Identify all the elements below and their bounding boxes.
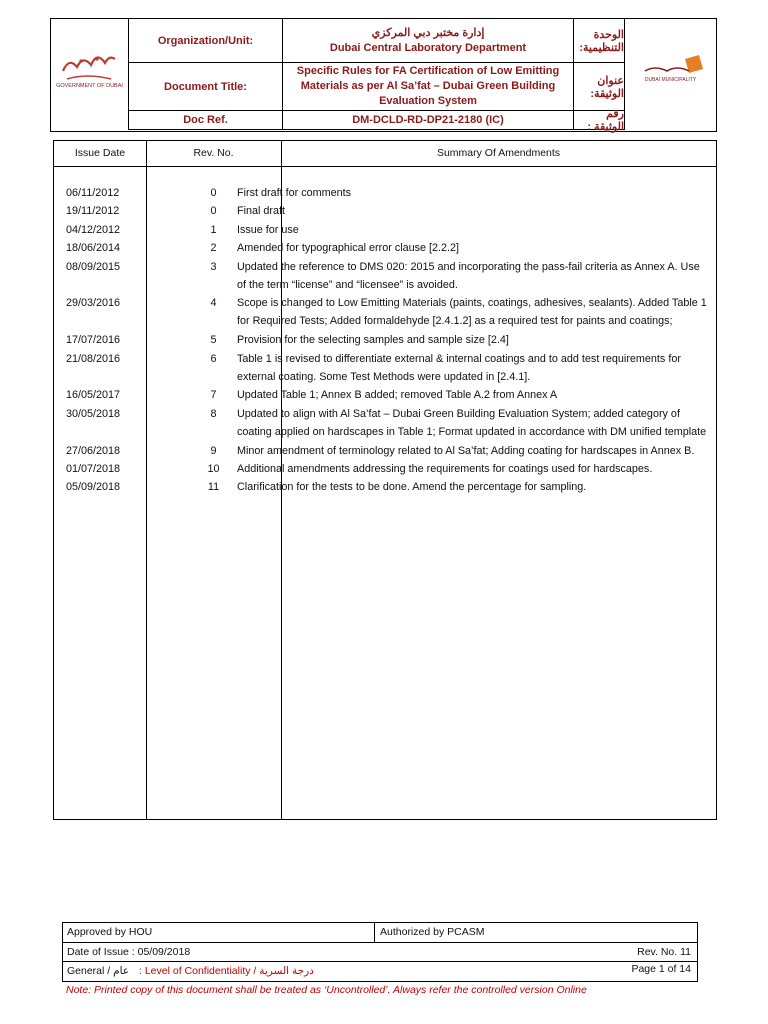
col-issue-date: Issue Date xyxy=(74,147,126,159)
summary-cell xyxy=(237,442,707,460)
issue-date-cell: 27/06/2018 xyxy=(66,444,121,457)
rev-no-cell: 2 xyxy=(210,242,217,255)
amendments-table xyxy=(53,140,717,820)
summary-cell xyxy=(237,202,707,220)
issue-date-cell: 21/08/2016 xyxy=(66,352,121,365)
issue-date-cell: 05/09/2018 xyxy=(66,481,121,494)
doc-ref-value: DM-DCLD-RD-DP21-2180 (IC) xyxy=(283,111,574,129)
rev-no-cell: 4 xyxy=(210,297,217,310)
ref-label: Doc Ref. xyxy=(129,111,283,129)
uncontrolled-note: Note: Printed copy of this document shall be treated as ‘Uncontrolled’. Always refer the controlled version Online xyxy=(66,984,587,996)
table-header xyxy=(54,141,716,167)
title-line: Specific Rules for FA Certification of Low Emitting xyxy=(296,65,560,77)
issue-row xyxy=(63,943,697,962)
logo-left-caption: GOVERNMENT OF DUBAI xyxy=(56,83,123,89)
ref-label-arabic: رقم الوثيقة : xyxy=(587,108,624,133)
issue-date-cell: 19/11/2012 xyxy=(66,205,120,218)
dubai-municipality-logo xyxy=(624,19,716,130)
org-label-arabic: الوحدة التنظيمية: xyxy=(579,28,624,54)
summary-line: for Required Tests; Added formaldehyde [2.4.1.2] as a required test for paints and coatings; xyxy=(237,315,673,328)
summary-line: Minor amendment of terminology related to Al Sa’fat; Adding coating for hardscapes in Annex B. xyxy=(237,444,695,457)
org-label: Organization/Unit: xyxy=(129,19,283,62)
issue-date-cell: 30/05/2018 xyxy=(66,407,121,420)
issue-date-cell: 29/03/2016 xyxy=(66,297,121,310)
summary-line: Provision for the selecting samples and sample size [2.4] xyxy=(237,334,509,347)
summary-cell xyxy=(237,221,707,239)
org-value xyxy=(283,19,574,62)
logo-right-caption: DUBAI MUNICIPALITY xyxy=(644,77,697,83)
title-label-arabic: عنوان الوثيقة: xyxy=(590,74,624,100)
org-value-arabic: إدارة مختبر دبي المركزي xyxy=(371,26,485,39)
rev-no-cell: 0 xyxy=(210,187,217,199)
issue-date-cell: 06/11/2012 xyxy=(66,187,120,199)
summary-line: external coating. Some Test Methods were updated in [2.4.1]. xyxy=(237,370,531,383)
summary-cell xyxy=(237,239,707,257)
rev-no-cell: 10 xyxy=(207,463,220,475)
rev-no-cell: 6 xyxy=(210,352,217,365)
issue-date-cell: 08/09/2015 xyxy=(66,260,121,273)
title-line: Materials as per Al Sa’fat – Dubai Green Building xyxy=(300,80,556,92)
col-rev-no: Rev. No. xyxy=(193,147,234,159)
summary-cell xyxy=(237,386,707,404)
rev-no-cell: 11 xyxy=(207,481,220,494)
confidentiality-label: : Level of Confidentiality / درجة السرية xyxy=(139,965,314,977)
summary-line: Updated the reference to DMS 020: 2015 and incorporating the pass-fail criteria as Annex A. Use xyxy=(237,260,700,273)
rev-no-cell: 0 xyxy=(210,205,217,218)
approval-row xyxy=(63,923,697,943)
issue-date-cell: 04/12/2012 xyxy=(66,223,121,236)
rev-no-cell: 8 xyxy=(210,407,217,420)
summary-cell xyxy=(237,184,707,202)
summary-line: Scope is changed to Low Emitting Materials (paints, coatings, adhesives, sealants). Added Table 1 xyxy=(237,297,707,310)
rev-no-cell: 5 xyxy=(210,334,217,347)
summary-line: Amended for typographical error clause [2.2.2] xyxy=(237,242,460,255)
issue-date-cell: 16/05/2017 xyxy=(66,389,121,402)
ref-row xyxy=(129,108,624,133)
summary-cell xyxy=(237,405,707,441)
rev-no-cell: 3 xyxy=(210,260,217,273)
document-title xyxy=(283,63,574,110)
date-of-issue: Date of Issue : 05/09/2018 xyxy=(67,946,191,958)
authorized-by: Authorized by PCASM xyxy=(380,926,485,938)
rev-no: Rev. No. 11 xyxy=(637,946,691,958)
rev-no-cell: 9 xyxy=(210,444,217,457)
page-number: Page 1 of 14 xyxy=(631,963,691,975)
issue-date-cell: 18/06/2014 xyxy=(66,242,121,255)
rev-no-cell: 7 xyxy=(210,389,217,402)
summary-line: Additional amendments addressing the requirements for coatings used for hardscapes. xyxy=(237,463,653,475)
summary-line: Updated Table 1; Annex B added; removed Table A.2 from Annex A xyxy=(237,389,558,402)
issue-date-cell: 01/07/2018 xyxy=(66,463,121,475)
general-label: General / عام xyxy=(67,965,130,977)
summary-cell xyxy=(237,258,707,294)
summary-line: Final draft xyxy=(237,205,286,218)
approved-by: Approved by HOU xyxy=(67,926,153,938)
summary-line: Updated to align with Al Sa’fat – Dubai Green Building Evaluation System; added category of xyxy=(237,407,680,420)
title-row xyxy=(129,63,624,111)
footer-table xyxy=(62,922,698,982)
title-label: Document Title: xyxy=(129,63,283,110)
org-row xyxy=(129,19,624,63)
org-value-english: Dubai Central Laboratory Department xyxy=(329,41,527,54)
summary-line: First draft for comments xyxy=(237,187,351,199)
summary-line: coating applied on hardscapes in Table 1; Format updated in accordance with DM unified template xyxy=(237,425,707,438)
title-line: Evaluation System xyxy=(379,95,477,107)
document-header xyxy=(50,18,717,132)
summary-cell xyxy=(237,294,707,330)
government-of-dubai-logo xyxy=(51,19,129,130)
summary-cell xyxy=(237,350,707,386)
summary-cell xyxy=(237,478,707,496)
summary-cell xyxy=(237,331,707,349)
summary-line: Clarification for the tests to be done. Amend the percentage for sampling. xyxy=(237,481,587,494)
rev-no-cell: 1 xyxy=(210,223,217,236)
confidentiality-row xyxy=(63,962,697,982)
col-summary: Summary Of Amendments xyxy=(436,147,561,159)
issue-date-cell: 17/07/2016 xyxy=(66,334,121,347)
summary-line: Table 1 is revised to differentiate external & internal coatings and to add test requirements for xyxy=(237,352,681,365)
summary-line: of the term “license” and “licensee” is avoided. xyxy=(237,278,458,291)
summary-cell xyxy=(237,460,707,478)
summary-line: Issue for use xyxy=(237,223,299,236)
